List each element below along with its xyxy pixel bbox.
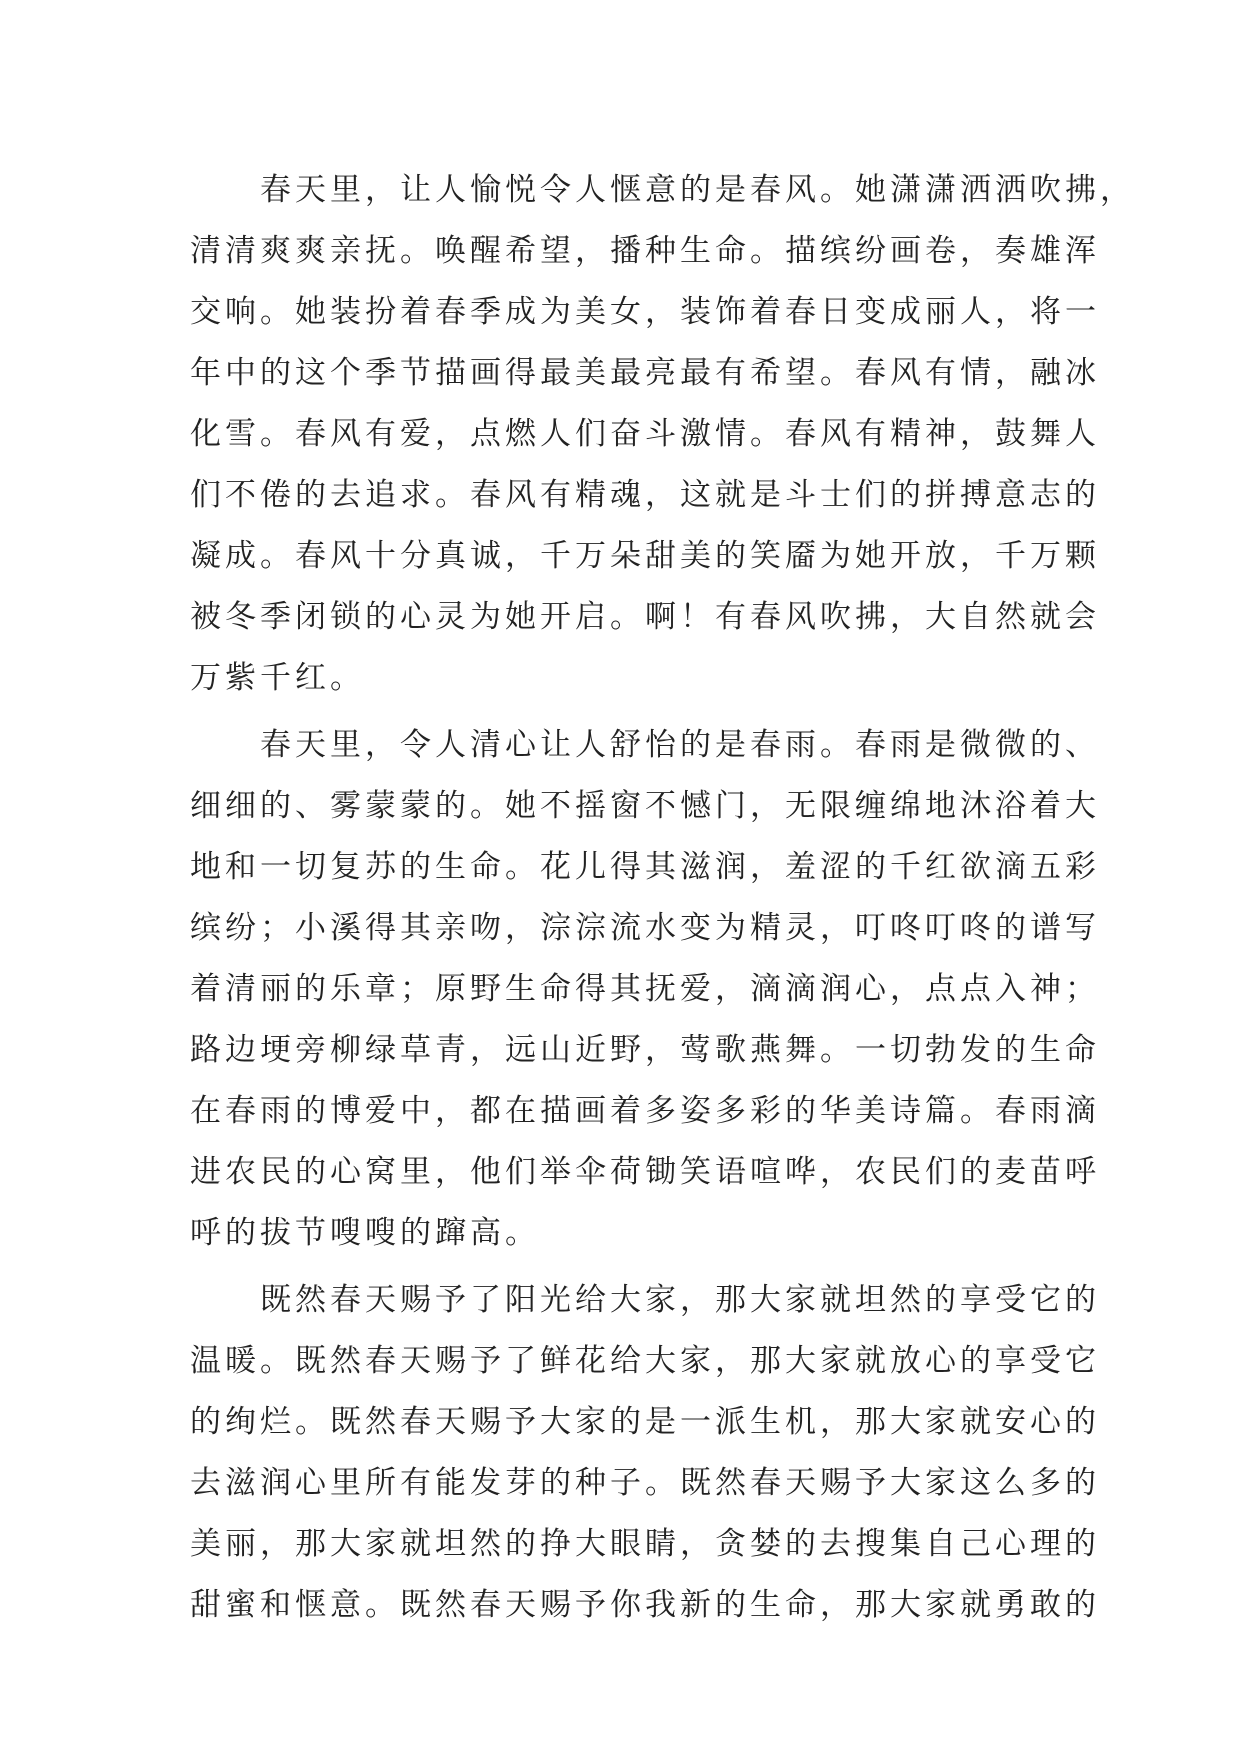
paragraph-line: 交响。她装扮着春季成为美女，装饰着春日变成丽人，将一 <box>190 294 1100 330</box>
paragraph-line: 万紫千红。 <box>190 660 365 696</box>
paragraph-line: 温暖。既然春天赐予了鲜花给大家，那大家就放心的享受它 <box>190 1343 1100 1379</box>
paragraph-line: 着清丽的乐章；原野生命得其抚爱，滴滴润心，点点入神； <box>190 971 1100 1007</box>
paragraph-line: 春天里，让人愉悦令人惬意的是春风。她潇潇洒洒吹拂， <box>260 172 1135 208</box>
paragraph-line: 的绚烂。既然春天赐予大家的是一派生机，那大家就安心的 <box>190 1404 1100 1440</box>
paragraph-line: 地和一切复苏的生命。花儿得其滋润，羞涩的千红欲滴五彩 <box>190 849 1100 885</box>
paragraph-line: 年中的这个季节描画得最美最亮最有希望。春风有情，融冰 <box>190 355 1100 391</box>
paragraph-line: 被冬季闭锁的心灵为她开启。啊！有春风吹拂，大自然就会 <box>190 599 1100 635</box>
paragraph-line: 去滋润心里所有能发芽的种子。既然春天赐予大家这么多的 <box>190 1465 1100 1501</box>
paragraph-line: 在春雨的博爱中，都在描画着多姿多彩的华美诗篇。春雨滴 <box>190 1093 1100 1129</box>
paragraph-line: 美丽，那大家就坦然的挣大眼睛，贪婪的去搜集自己心理的 <box>190 1526 1100 1562</box>
document-body <box>190 160 1135 1636</box>
paragraph-line: 甜蜜和惬意。既然春天赐予你我新的生命，那大家就勇敢的 <box>190 1587 1100 1623</box>
paragraph-3 <box>190 1270 1100 1636</box>
paragraph-line: 细细的、雾蒙蒙的。她不摇窗不憾门，无限缠绵地沐浴着大 <box>190 788 1100 824</box>
paragraph-line: 路边埂旁柳绿草青，远山近野，莺歌燕舞。一切勃发的生命 <box>190 1032 1100 1068</box>
paragraph-line: 进农民的心窝里，他们举伞荷锄笑语喧哗，农民们的麦苗呼 <box>190 1154 1100 1190</box>
paragraph-line: 春天里，令人清心让人舒怡的是春雨。春雨是微微的、 <box>260 727 1100 763</box>
paragraph-2 <box>190 715 1100 1264</box>
paragraph-line: 缤纷；小溪得其亲吻，淙淙流水变为精灵，叮咚叮咚的谱写 <box>190 910 1100 946</box>
paragraph-line: 们不倦的去追求。春风有精魂，这就是斗士们的拼搏意志的 <box>190 477 1100 513</box>
paragraph-line: 呼的拔节嗖嗖的蹿高。 <box>190 1215 540 1251</box>
paragraph-line: 化雪。春风有爱，点燃人们奋斗激情。春风有精神，鼓舞人 <box>190 416 1100 452</box>
paragraph-line: 既然春天赐予了阳光给大家，那大家就坦然的享受它的 <box>260 1282 1100 1318</box>
paragraph-1 <box>190 160 1135 709</box>
paragraph-line: 凝成。春风十分真诚，千万朵甜美的笑靥为她开放，千万颗 <box>190 538 1100 574</box>
paragraph-line: 清清爽爽亲抚。唤醒希望，播种生命。描缤纷画卷，奏雄浑 <box>190 233 1100 269</box>
